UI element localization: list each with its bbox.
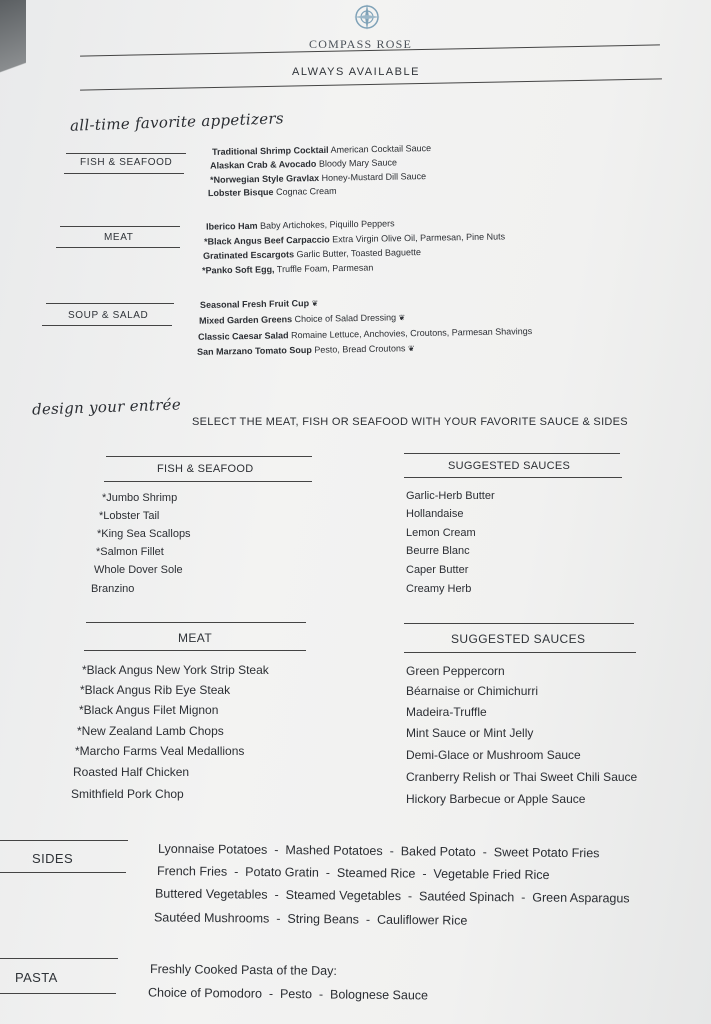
appetizer-item: Gratinated Escargots Garlic Butter, Toasted Baguette [202, 247, 422, 261]
meat-rule-top [60, 226, 180, 227]
fish-item: *Jumbo Shrimp [102, 492, 178, 504]
appetizer-category-fish: FISH & SEAFOOD [80, 157, 173, 168]
fish-rule-bottom [64, 173, 184, 174]
sides-rule-bottom [0, 872, 126, 873]
sauce1-rule-bottom [404, 477, 622, 478]
appetizer-item: *Norwegian Style Gravlax Honey-Mustard Dill Sauce [209, 171, 427, 185]
appetizer-item: *Black Angus Beef Carpaccio Extra Virgin Olive Oil, Parmesan, Pine Nuts [203, 231, 506, 247]
fish-item: *King Sea Scallops [97, 528, 191, 540]
appetizer-item: Seasonal Fresh Fruit Cup ❦ [199, 298, 319, 311]
appetizer-item: *Panko Soft Egg, Truffle Foam, Parmesan [201, 262, 374, 276]
appetizers-title: all-time favorite appetizers [69, 109, 285, 135]
sauce1-rule-top [404, 453, 620, 454]
leaf-icon: ❦ [398, 313, 406, 323]
meat-item: *Marcho Farms Veal Medallions [75, 744, 245, 758]
entree-subtitle: SELECT THE MEAT, FISH OR SEAFOOD WITH YOUR FAVORITE SAUCE & SIDES [192, 416, 628, 428]
sauce-item: Mint Sauce or Mint Jelly [406, 726, 534, 740]
sauce-item: Demi-Glace or Mushroom Sauce [406, 748, 581, 762]
sides-rule-top [0, 840, 128, 841]
sauce-item: Creamy Herb [406, 583, 472, 595]
sauce1-head: SUGGESTED SAUCES [448, 460, 571, 472]
appetizer-item: Alaskan Crab & Avocado Bloody Mary Sauce [209, 157, 398, 171]
sides-line: Sautéed Mushrooms - String Beans - Cauliflower Rice [153, 910, 468, 928]
sides-line: Buttered Vegetables - Steamed Vegetables - Sautéed Spinach - Green Asparagus [154, 886, 630, 906]
sauce-item: Caper Butter [406, 564, 469, 576]
meat-item: *New Zealand Lamb Chops [77, 724, 224, 738]
sauce2-rule-bottom [404, 652, 636, 653]
fish-item: Branzino [91, 583, 135, 595]
leaf-icon: ❦ [311, 298, 319, 309]
fish-item: *Lobster Tail [99, 510, 160, 522]
sauce-item: Hollandaise [406, 508, 464, 520]
pasta-line: Freshly Cooked Pasta of the Day: [149, 962, 337, 978]
sauce2-rule-top [404, 623, 634, 624]
header-rule-bottom [80, 78, 662, 90]
sides-label: SIDES [32, 851, 74, 866]
fish-item: Whole Dover Sole [94, 564, 183, 576]
entree-fish-rule-top [106, 456, 312, 457]
fish-rule-top [66, 153, 186, 154]
sides-line: French Fries - Potato Gratin - Steamed Rice - Vegetable Fried Rice [156, 863, 550, 883]
entree-meat-rule-bottom [84, 650, 306, 651]
appetizer-item: Lobster Bisque Cognac Cream [207, 185, 337, 199]
brand-name: COMPASS ROSE [309, 37, 412, 51]
sauce-item: Green Peppercorn [406, 664, 505, 678]
meat-rule-bottom [56, 247, 180, 248]
sauce-item: Béarnaise or Chimichurri [406, 684, 539, 698]
compass-rose-icon [350, 2, 384, 32]
meat-item: *Black Angus Rib Eye Steak [80, 683, 231, 697]
soup-rule-bottom [42, 325, 172, 326]
entree-fish-head: FISH & SEAFOOD [157, 463, 254, 475]
pasta-rule-bottom [0, 993, 116, 994]
meat-item: Roasted Half Chicken [73, 765, 190, 779]
fish-item: *Salmon Fillet [96, 546, 164, 558]
entree-meat-head: MEAT [178, 631, 213, 645]
always-available-banner: ALWAYS AVAILABLE [292, 66, 420, 78]
appetizer-item: Classic Caesar Salad Romaine Lettuce, Anchovies, Croutons, Parmesan Shavings [197, 326, 533, 342]
appetizer-item: Iberico Ham Baby Artichokes, Piquillo Peppers [205, 218, 395, 232]
table-edge [0, 0, 26, 110]
meat-item: *Black Angus Filet Mignon [79, 703, 219, 717]
appetizer-item: Traditional Shrimp Cocktail American Cocktail Sauce [211, 143, 432, 157]
sides-line: Lyonnaise Potatoes - Mashed Potatoes - Baked Potato - Sweet Potato Fries [157, 841, 600, 861]
appetizer-category-meat: MEAT [104, 232, 134, 243]
sauce-item: Madeira-Truffle [406, 705, 487, 719]
sauce-item: Hickory Barbecue or Apple Sauce [406, 792, 586, 806]
appetizer-item: San Marzano Tomato Soup Pesto, Bread Croutons ❦ [196, 343, 415, 357]
meat-item: *Black Angus New York Strip Steak [82, 663, 269, 677]
entree-title: design your entrée [31, 395, 182, 419]
sauce-item: Beurre Blanc [406, 545, 470, 557]
sauce-item: Garlic-Herb Butter [406, 490, 495, 502]
appetizer-item: Mixed Garden Greens Choice of Salad Dressing ❦ [198, 312, 406, 326]
sauce-item: Lemon Cream [406, 527, 476, 539]
entree-fish-rule-bottom [104, 481, 312, 482]
sauce2-head: SUGGESTED SAUCES [451, 632, 586, 646]
pasta-line: Choice of Pomodoro - Pesto - Bolognese Sauce [147, 985, 429, 1003]
appetizer-category-soup: SOUP & SALAD [68, 310, 149, 321]
leaf-icon: ❦ [407, 344, 415, 354]
entree-meat-rule-top [86, 622, 306, 623]
pasta-rule-top [0, 958, 118, 959]
sauce-item: Cranberry Relish or Thai Sweet Chili Sauce [406, 770, 638, 784]
pasta-label: PASTA [15, 970, 58, 985]
soup-rule-top [46, 303, 174, 304]
meat-item: Smithfield Pork Chop [71, 787, 184, 801]
